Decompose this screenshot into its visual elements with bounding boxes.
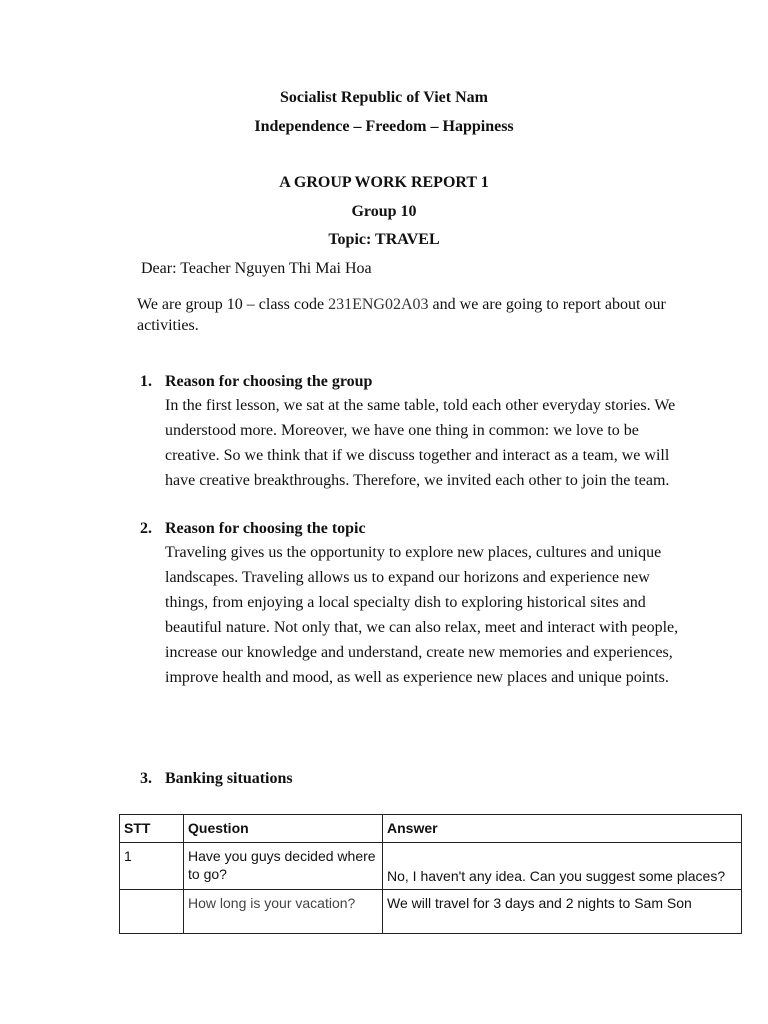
table-row xyxy=(120,843,742,890)
group-heading: Group 10 xyxy=(351,203,417,220)
section-1-title: Reason for choosing the group xyxy=(165,373,373,390)
section-2-number: 2. xyxy=(140,520,152,537)
section-3-title: Banking situations xyxy=(165,770,293,787)
country-heading: Socialist Republic of Viet Nam xyxy=(280,89,488,106)
section-1-body: In the first lesson, we sat at the same table, told each other everyday stories. We understood more. Moreover, we have one thing in common: we love to be creative. So we think that if we discuss together and interact as a team, we will have creative breakthroughs. Therefore, we invited each other to join the team. xyxy=(165,397,676,489)
table-header-answer: Answer xyxy=(383,815,742,843)
table-cell-stt xyxy=(120,890,184,934)
section-1 xyxy=(137,371,697,493)
section-2 xyxy=(137,518,697,690)
section-3-number: 3. xyxy=(140,770,152,787)
greeting: Dear: Teacher Nguyen Thi Mai Hoa xyxy=(141,260,372,277)
table-cell-question: How long is your vacation? xyxy=(184,890,383,934)
table-header-question: Question xyxy=(184,815,383,843)
motto-heading: Independence – Freedom – Happiness xyxy=(254,118,514,135)
table-cell-stt: 1 xyxy=(120,843,184,890)
table-row xyxy=(120,890,742,934)
section-2-heading xyxy=(137,518,697,540)
table-header-stt: STT xyxy=(120,815,184,843)
section-1-number: 1. xyxy=(140,373,152,390)
intro-before-code: We are group 10 – class code xyxy=(137,296,329,313)
section-3-heading xyxy=(137,768,697,790)
section-2-body: Traveling gives us the opportunity to explore new places, cultures and unique landscapes. Traveling allows us to expand our horizons and experience new things, from enjoying a local specialty dish to exploring historical sites and beautiful nature. Not only that, we can also relax, meet and interact with people, increase our knowledge and understand, create new memories and experiences, improve health and mood, as well as experience new places and unique points. xyxy=(165,544,679,686)
section-3 xyxy=(137,768,697,790)
section-2-title: Reason for choosing the topic xyxy=(165,520,366,537)
section-1-heading xyxy=(137,371,697,393)
table-cell-answer: We will travel for 3 days and 2 nights to Sam Son xyxy=(383,890,742,934)
class-code: 231ENG02A03 xyxy=(328,296,429,313)
table-cell-question: Have you guys decided where to go? xyxy=(184,843,383,890)
report-title: A GROUP WORK REPORT 1 xyxy=(279,174,489,191)
intro-after-code: and we are going to report about our activities. xyxy=(137,296,666,334)
situations-table xyxy=(119,814,742,934)
table-cell-answer: No, I haven't any idea. Can you suggest some places? xyxy=(383,843,742,890)
table-header-row xyxy=(120,815,742,843)
topic-heading: Topic: TRAVEL xyxy=(328,231,440,248)
intro-paragraph xyxy=(137,294,697,336)
